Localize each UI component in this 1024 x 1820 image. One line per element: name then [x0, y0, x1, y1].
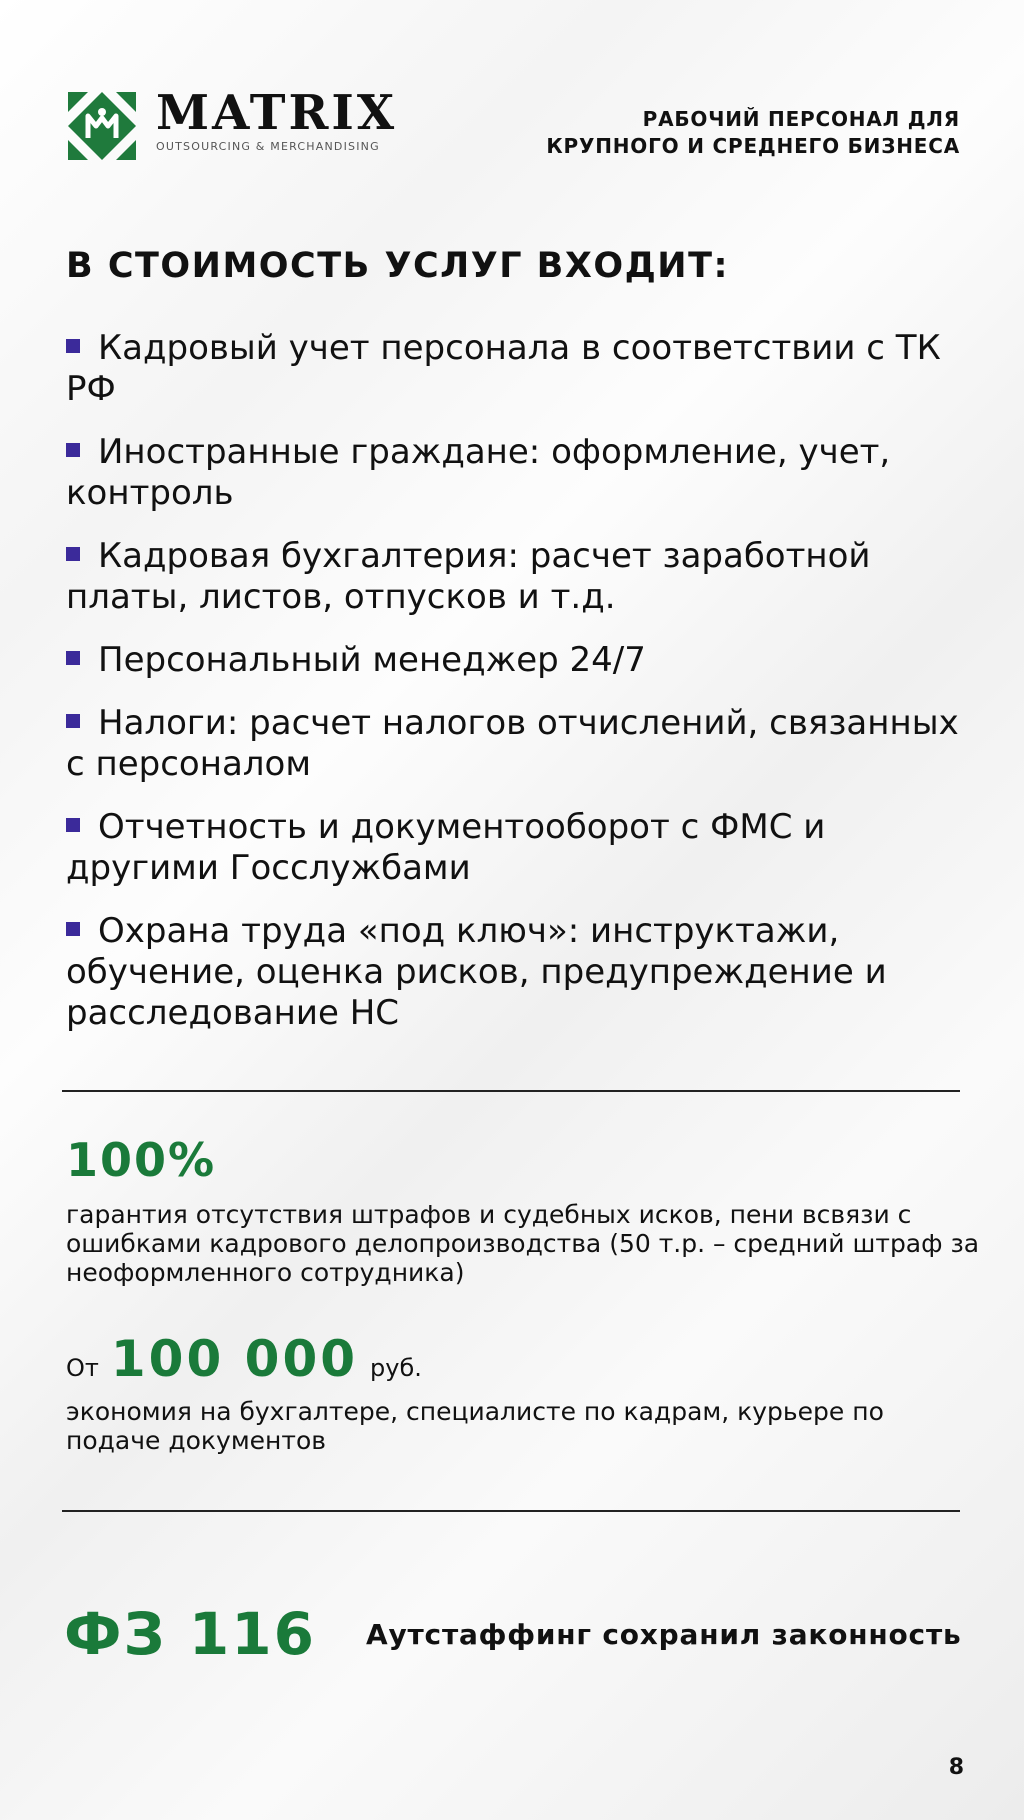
- savings-value: 100 000: [110, 1330, 359, 1388]
- square-bullet-icon: [66, 547, 80, 561]
- list-item-text: Иностранные граждане: оформление, учет, контроль: [66, 432, 891, 513]
- law-code: ФЗ 116: [64, 1600, 316, 1668]
- logo-subtitle: OUTSOURCING & MERCHANDISING: [156, 140, 380, 153]
- law-text: Аутстаффинг сохранил законность: [366, 1617, 962, 1651]
- savings-row: [66, 1330, 422, 1388]
- square-bullet-icon: [66, 651, 80, 665]
- square-bullet-icon: [66, 714, 80, 728]
- divider-top: [62, 1090, 960, 1092]
- list-item-text: Кадровый учет персонала в соответствии с ТК РФ: [66, 328, 941, 409]
- section-title: В СТОИМОСТЬ УСЛУГ ВХОДИТ:: [66, 246, 729, 286]
- header-tagline: [546, 106, 960, 160]
- list-item-text: Налоги: расчет налогов отчислений, связанных с персоналом: [66, 703, 959, 784]
- page-number: 8: [948, 1755, 964, 1780]
- company-logo: [66, 85, 398, 162]
- square-bullet-icon: [66, 339, 80, 353]
- savings-unit: руб.: [370, 1354, 422, 1382]
- list-item: [66, 536, 976, 618]
- list-item-text: Кадровая бухгалтерия: расчет заработной платы, листов, отпусков и т.д.: [66, 536, 871, 617]
- list-item: [66, 432, 976, 514]
- list-item-text: Отчетность и документооборот с ФМС и другими Госслужбами: [66, 807, 826, 888]
- divider-bottom: [62, 1510, 960, 1512]
- list-item: [66, 640, 976, 681]
- list-item: [66, 328, 976, 410]
- percent-description: гарантия отсутствия штрафов и судебных исков, пени всвязи с ошибками кадрового делопроизводства (50 т.р. – средний штраф за неоформленного сотрудника): [66, 1200, 980, 1287]
- square-bullet-icon: [66, 922, 80, 936]
- logo-name: MATRIX: [156, 85, 398, 141]
- law-row: [64, 1600, 962, 1668]
- list-item-text: Охрана труда «под ключ»: инструктажи, обучение, оценка рисков, предупреждение и расследование НС: [66, 911, 887, 1033]
- square-bullet-icon: [66, 443, 80, 457]
- savings-prefix: От: [66, 1354, 99, 1382]
- list-item-text: Персональный менеджер 24/7: [98, 640, 646, 680]
- matrix-logo-icon: [66, 90, 138, 162]
- services-list: [66, 328, 976, 1056]
- square-bullet-icon: [66, 818, 80, 832]
- percent-value: 100%: [66, 1133, 217, 1187]
- list-item: [66, 911, 976, 1034]
- list-item: [66, 703, 976, 785]
- tagline-line-2: КРУПНОГО И СРЕДНЕГО БИЗНЕСА: [546, 134, 960, 158]
- tagline-line-1: РАБОЧИЙ ПЕРСОНАЛ ДЛЯ: [642, 107, 960, 131]
- savings-description: экономия на бухгалтере, специалисте по кадрам, курьере по подаче документов: [66, 1397, 884, 1455]
- list-item: [66, 807, 976, 889]
